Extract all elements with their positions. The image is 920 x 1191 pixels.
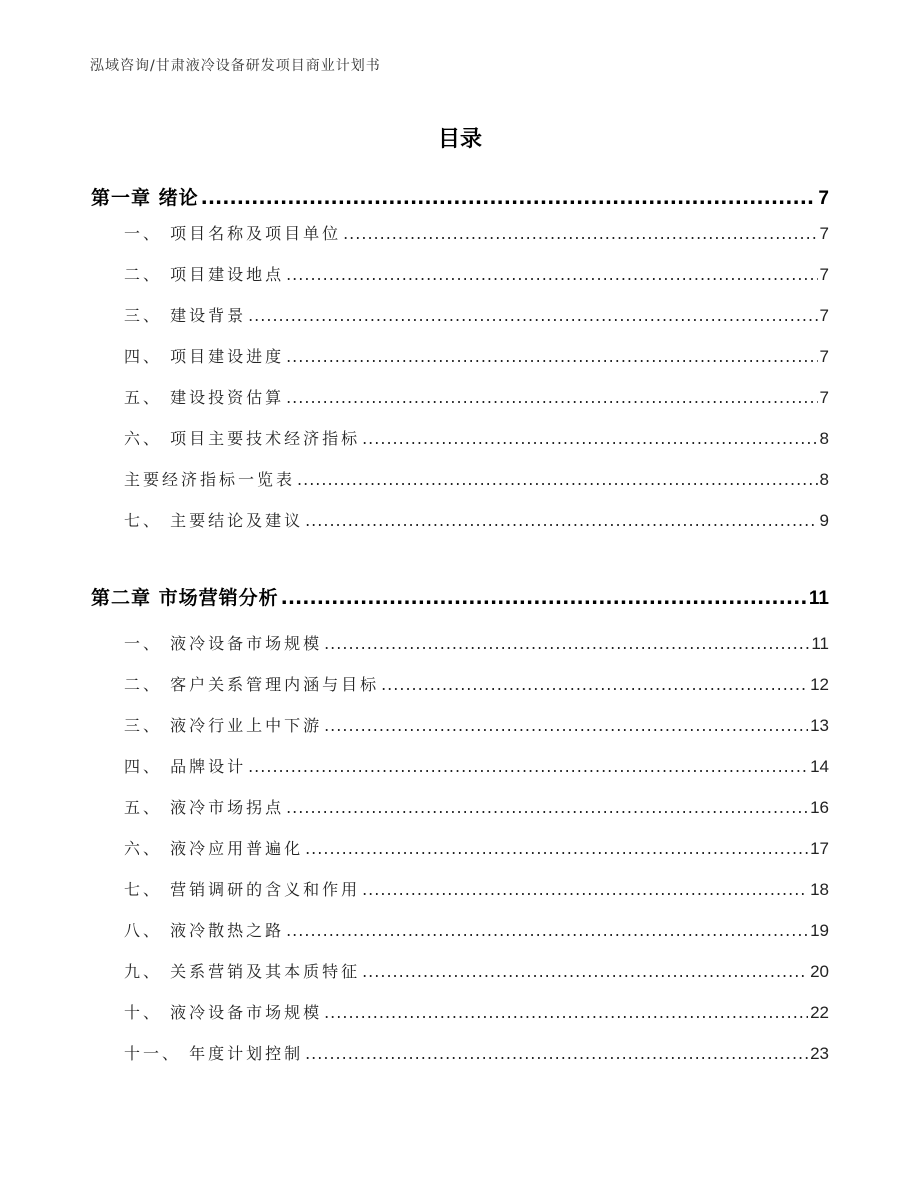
toc-entry-page: 7: [819, 224, 829, 243]
toc-entry-label: 四、 项目建设进度: [124, 347, 285, 366]
toc-leader-dots: [324, 1003, 808, 1022]
toc-section-entry[interactable]: [124, 918, 829, 941]
toc-entry-page: 8: [819, 470, 829, 489]
toc-leader-dots: [248, 757, 808, 776]
toc-section-entry[interactable]: [124, 795, 829, 818]
toc-entry-label: 五、 液冷市场拐点: [124, 798, 285, 817]
toc-leader-dots: [305, 839, 808, 858]
toc-section-entry[interactable]: [124, 959, 829, 982]
toc-section-entry[interactable]: [124, 467, 829, 490]
toc-leader-dots: [305, 1044, 808, 1063]
page-title: 目录: [437, 127, 482, 152]
toc-section-entry[interactable]: [124, 672, 829, 695]
toc-entry-label: 四、 品牌设计: [124, 757, 247, 776]
toc-entry-label: 三、 液冷行业上中下游: [124, 716, 323, 735]
toc-section-entry[interactable]: [124, 262, 829, 285]
toc-entry-page: 8: [819, 429, 829, 448]
toc-entry-label: 三、 建设背景: [124, 306, 247, 325]
toc-entry-page: 9: [819, 511, 829, 530]
toc-section-entry[interactable]: [124, 1000, 829, 1023]
toc-section-entry[interactable]: [124, 1041, 829, 1064]
toc-entry-label: 十、 液冷设备市场规模: [124, 1003, 323, 1022]
toc-entry-page: 7: [818, 188, 829, 209]
toc-entry-label: 二、 项目建设地点: [124, 265, 285, 284]
toc-chapter-entry[interactable]: [91, 583, 829, 610]
toc-entry-label: 六、 项目主要技术经济指标: [124, 429, 361, 448]
toc-entry-page: 12: [810, 675, 829, 694]
toc-section-entry[interactable]: [124, 631, 829, 654]
toc-leader-dots: [362, 429, 817, 448]
toc-entry-page: 7: [819, 265, 829, 284]
toc-entry-label: 主要经济指标一览表: [124, 470, 296, 489]
toc-leader-dots: [305, 511, 817, 530]
toc-leader-dots: [286, 798, 808, 817]
toc-entry-page: 13: [810, 716, 829, 735]
toc-entry-page: 23: [810, 1044, 829, 1063]
toc-leader-dots: [297, 470, 818, 489]
toc-leader-dots: [286, 388, 817, 407]
toc-leader-dots: [324, 716, 808, 735]
running-header: 泓域咨询/甘肃液冷设备研发项目商业计划书: [90, 58, 381, 74]
toc-entry-label: 第二章 市场营销分析: [91, 587, 279, 609]
toc-leader-dots: [248, 306, 817, 325]
toc-section-entry[interactable]: [124, 508, 829, 531]
toc-section-entry[interactable]: [124, 754, 829, 777]
toc-entry-label: 第一章 绪论: [91, 187, 199, 209]
toc-section-entry[interactable]: [124, 344, 829, 367]
toc-entry-page: 7: [819, 388, 829, 407]
toc-section-entry[interactable]: [124, 221, 829, 244]
toc-entry-label: 一、 液冷设备市场规模: [124, 634, 323, 653]
toc-entry-label: 七、 营销调研的含义和作用: [124, 880, 361, 899]
toc-entry-label: 五、 建设投资估算: [124, 388, 285, 407]
toc-entry-page: 11: [811, 634, 829, 653]
toc-leader-dots: [286, 265, 817, 284]
toc-entry-page: 16: [810, 798, 829, 817]
toc-leader-dots: [281, 587, 807, 609]
toc-section-entry[interactable]: [124, 426, 829, 449]
toc-leader-dots: [286, 347, 817, 366]
toc-entry-page: 22: [810, 1003, 829, 1022]
toc-leader-dots: [324, 634, 809, 653]
toc-section-entry[interactable]: [124, 385, 829, 408]
toc-entry-label: 十一、 年度计划控制: [124, 1044, 304, 1063]
toc-leader-dots: [286, 921, 808, 940]
toc-leader-dots: [381, 675, 808, 694]
toc-chapter-entry[interactable]: [91, 183, 829, 210]
toc-entry-label: 七、 主要结论及建议: [124, 511, 304, 530]
toc-entry-page: 11: [808, 588, 829, 609]
toc-entry-label: 八、 液冷散热之路: [124, 921, 285, 940]
toc-section-entry[interactable]: [124, 303, 829, 326]
toc-leader-dots: [362, 880, 808, 899]
toc-entry-page: 20: [810, 962, 829, 981]
toc-entry-page: 19: [810, 921, 829, 940]
toc-leader-dots: [201, 187, 817, 209]
toc-entry-page: 17: [810, 839, 829, 858]
toc-entry-page: 7: [819, 347, 829, 366]
toc-entry-label: 二、 客户关系管理内涵与目标: [124, 675, 380, 694]
toc-leader-dots: [343, 224, 817, 243]
toc-entry-page: 14: [810, 757, 829, 776]
toc-section-entry[interactable]: [124, 836, 829, 859]
toc-entry-label: 一、 项目名称及项目单位: [124, 224, 342, 243]
toc-leader-dots: [362, 962, 808, 981]
toc-entry-label: 六、 液冷应用普遍化: [124, 839, 304, 858]
toc-entry-label: 九、 关系营销及其本质特征: [124, 962, 361, 981]
toc-section-entry[interactable]: [124, 877, 829, 900]
toc-entry-page: 7: [819, 306, 829, 325]
toc-section-entry[interactable]: [124, 713, 829, 736]
toc-entry-page: 18: [810, 880, 829, 899]
